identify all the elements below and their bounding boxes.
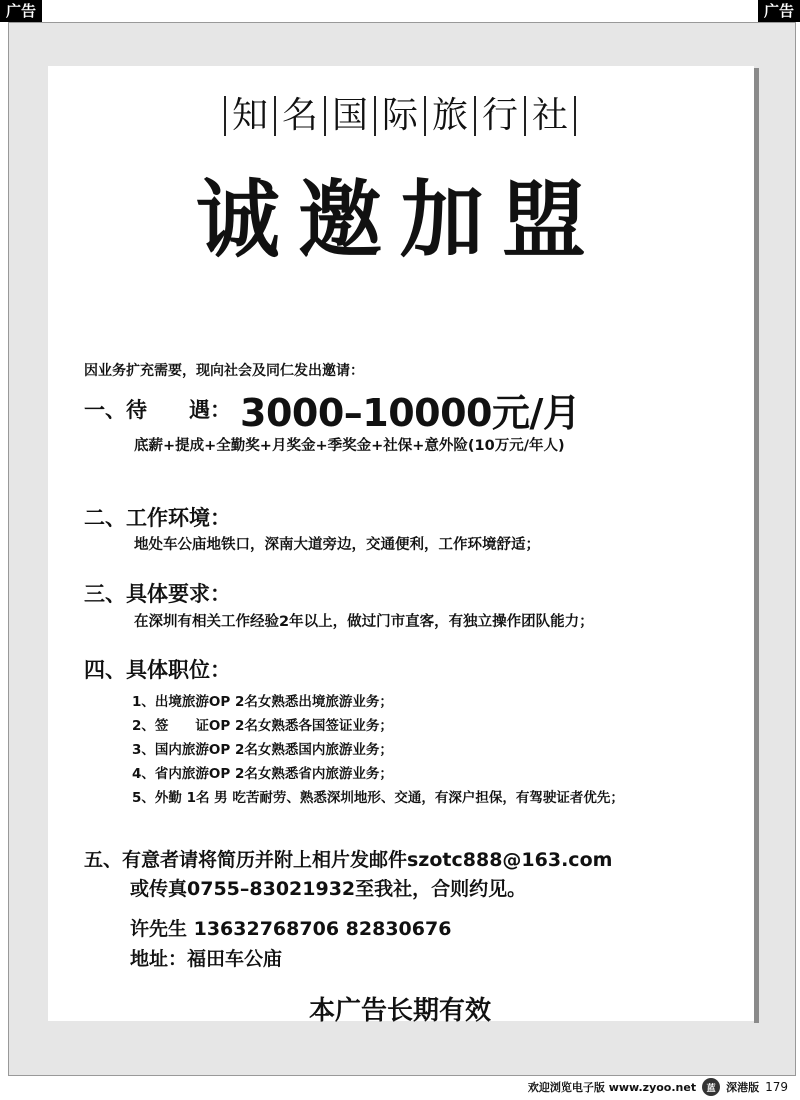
brand-char: 社 bbox=[524, 96, 576, 136]
agency-name bbox=[0, 96, 800, 136]
environment-detail: 地处车公庙地铁口，深南大道旁边，交通便利，工作环境舒适； bbox=[134, 537, 540, 553]
salary-detail: 底薪+提成+全勤奖+月奖金+季奖金+社保+意外险(10万元/年人) bbox=[134, 438, 565, 454]
job-item: 4、省内旅游OP 2名女熟悉省内旅游业务； bbox=[132, 766, 393, 782]
section-environment-title: 二、工作环境： bbox=[84, 506, 231, 530]
job-item: 2、签 证OP 2名女熟悉各国签证业务； bbox=[132, 718, 393, 734]
ad-tag-left: 广告 bbox=[0, 0, 42, 22]
brand-char: 国 bbox=[324, 96, 374, 136]
edition-label: 深港版 bbox=[726, 1081, 760, 1094]
headline: 诚邀加盟 bbox=[195, 170, 604, 269]
contact-address: 地址：福田车公庙 bbox=[130, 948, 283, 970]
page-footer bbox=[528, 1078, 788, 1096]
job-item: 5、外勤 1名 男 吃苦耐劳、熟悉深圳地形、交通，有深户担保，有驾驶证者优先； bbox=[132, 790, 624, 806]
edition-seal-icon: 蓝 bbox=[702, 1078, 720, 1096]
brand-char: 旅 bbox=[424, 96, 474, 136]
brand-char: 际 bbox=[374, 96, 424, 136]
ad-tag-right: 广告 bbox=[758, 0, 800, 22]
salary-range: 3000–10000元/月 bbox=[240, 391, 581, 435]
intro-text: 因业务扩充需要，现向社会及同仁发出邀请： bbox=[84, 363, 364, 379]
brand-char: 行 bbox=[474, 96, 524, 136]
brand-char: 知 bbox=[224, 96, 274, 136]
page-number: 179 bbox=[765, 1080, 788, 1094]
validity-note: 本广告长期有效 bbox=[308, 996, 491, 1026]
brand-char: 名 bbox=[274, 96, 324, 136]
section-requirements-title: 三、具体要求： bbox=[84, 582, 231, 606]
contact-person: 许先生 13632768706 82830676 bbox=[130, 918, 452, 940]
section-salary-title: 一、待 遇： bbox=[84, 398, 231, 422]
site-link[interactable]: 欢迎浏览电子版 www.zyoo.net bbox=[527, 1081, 697, 1094]
section-positions-title: 四、具体职位： bbox=[84, 658, 231, 682]
apply-instructions: 五、有意者请将简历并附上相片发邮件szotc888@163.com bbox=[84, 849, 613, 871]
job-item: 1、出境旅游OP 2名女熟悉出境旅游业务； bbox=[132, 694, 393, 710]
fax-instructions: 或传真0755–83021932至我社，合则约见。 bbox=[130, 878, 527, 900]
job-item: 3、国内旅游OP 2名女熟悉国内旅游业务； bbox=[132, 742, 393, 758]
requirements-detail: 在深圳有相关工作经验2年以上，做过门市直客，有独立操作团队能力； bbox=[134, 614, 594, 630]
